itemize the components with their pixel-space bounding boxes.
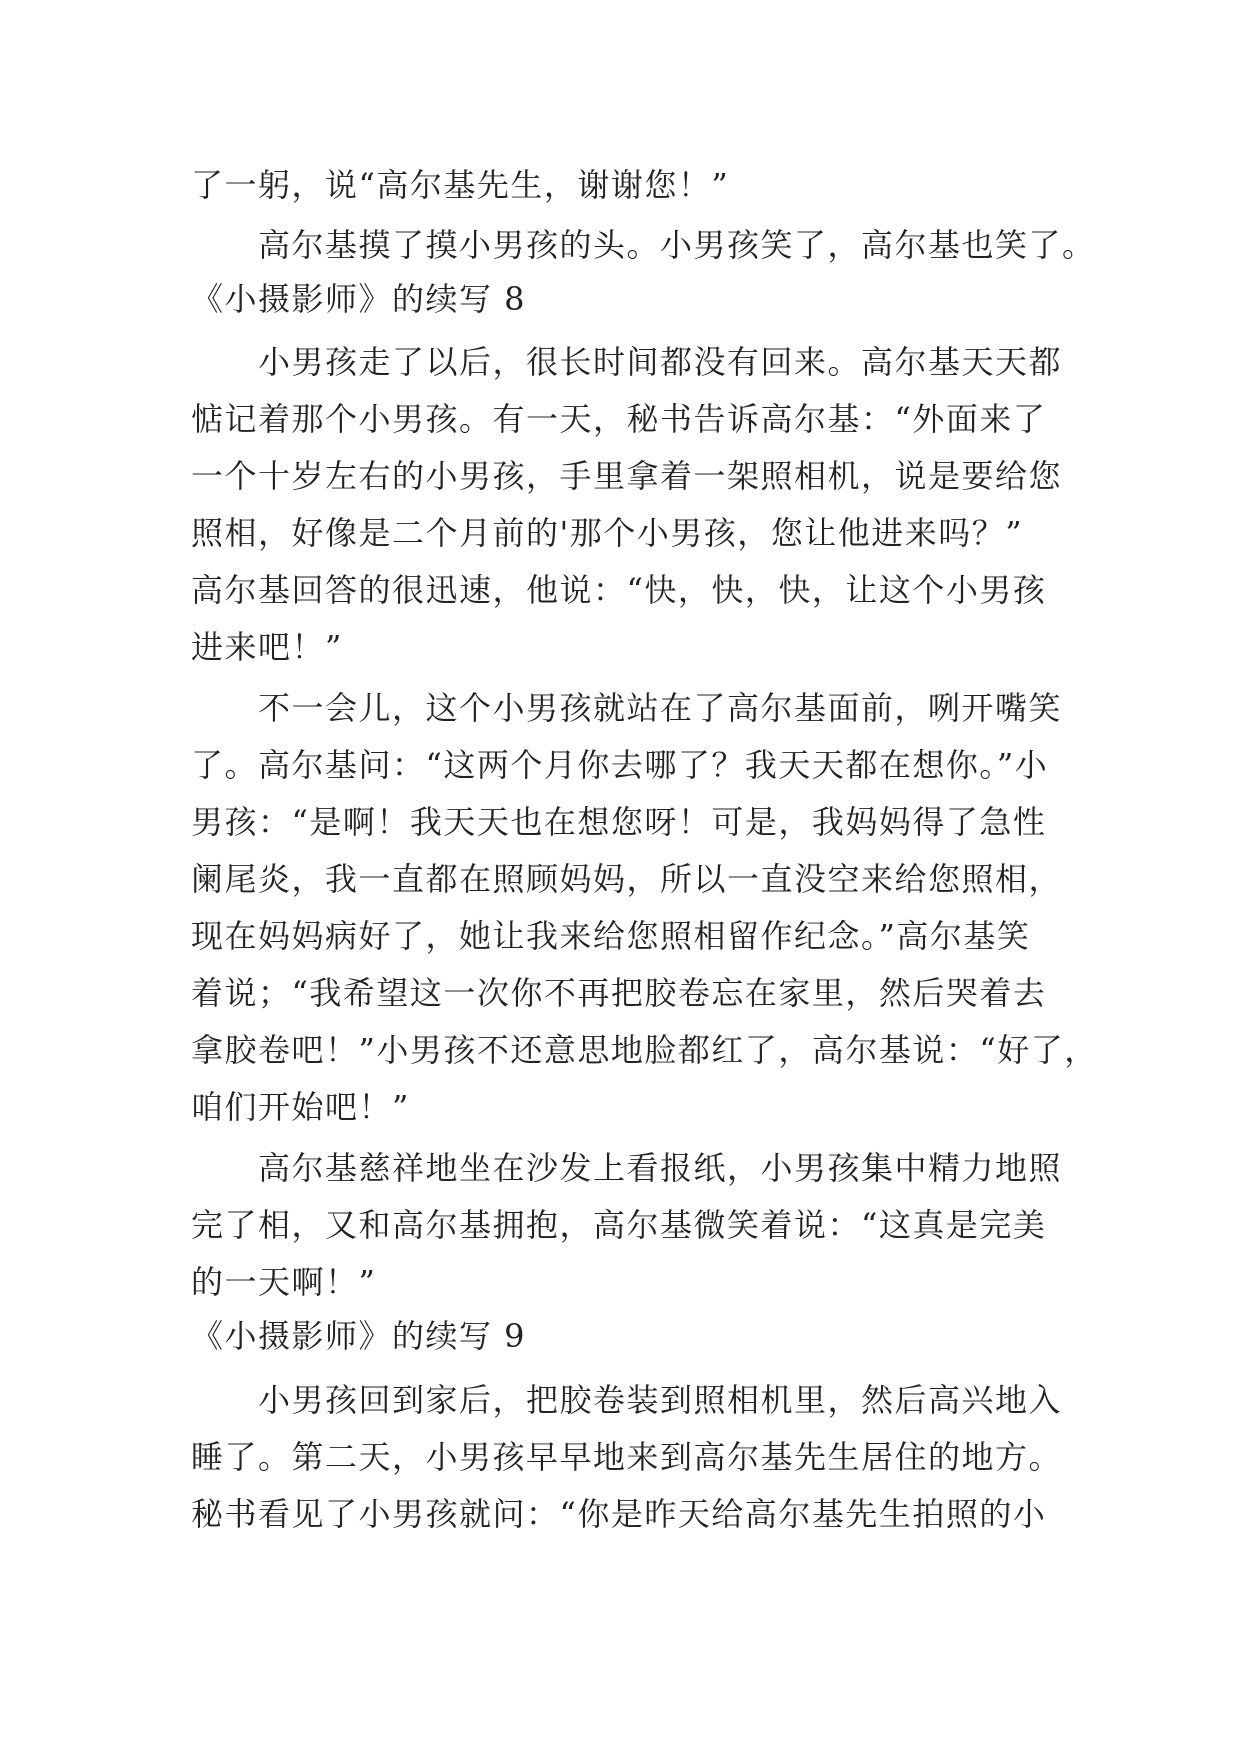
paragraph-line: 小男孩走了以后，很长时间都没有回来。高尔基天天都 xyxy=(258,343,1063,381)
paragraph-line: 高尔基摸了摸小男孩的头。小男孩笑了，高尔基也笑了。 xyxy=(258,226,1096,264)
paragraph-line: 一个十岁左右的小男孩，手里拿着一架照相机，说是要给您 xyxy=(191,457,1063,495)
paragraph-line: 阑尾炎，我一直都在照顾妈妈，所以一直没空来给您照相， xyxy=(191,860,1063,898)
paragraph-line: 高尔基回答的很迅速，他说：“快，快，快，让这个小男孩 xyxy=(191,571,1047,609)
paragraph-line: 睡了。第二天，小男孩早早地来到高尔基先生居住的地方。 xyxy=(191,1438,1063,1476)
paragraph-line: 进来吧！” xyxy=(191,628,343,666)
paragraph-line: 照相，好像是二个月前的'那个小男孩，您让他进来吗？” xyxy=(191,514,1024,552)
paragraph-line: 拿胶卷吧！”小男孩不还意思地脸都红了，高尔基说：“好了， xyxy=(191,1031,1098,1069)
paragraph-line: 惦记着那个小男孩。有一天，秘书告诉高尔基：“外面来了 xyxy=(191,400,1047,438)
paragraph-line: 高尔基慈祥地坐在沙发上看报纸，小男孩集中精力地照 xyxy=(258,1149,1063,1187)
paragraph-line: 了一躬，说“高尔基先生，谢谢您！” xyxy=(191,166,730,204)
paragraph-line: 了。高尔基问：“这两个月你去哪了？我天天都在想你。”小 xyxy=(191,746,1049,784)
paragraph-line: 完了相，又和高尔基拥抱，高尔基微笑着说：“这真是完美 xyxy=(191,1206,1047,1244)
paragraph-line: 不一会儿，这个小男孩就站在了高尔基面前，咧开嘴笑 xyxy=(258,689,1063,727)
paragraph-line: 着说；“我希望这一次你不再把胶卷忘在家里，然后哭着去 xyxy=(191,974,1047,1012)
paragraph-line: 的一天啊！” xyxy=(191,1263,377,1301)
section-heading: 《小摄影师》的续写 9 xyxy=(191,1317,527,1355)
section-heading: 《小摄影师》的续写 8 xyxy=(191,280,527,318)
paragraph-line: 男孩：“是啊！我天天也在想您呀！可是，我妈妈得了急性 xyxy=(191,803,1047,841)
paragraph-line: 小男孩回到家后，把胶卷装到照相机里，然后高兴地入 xyxy=(258,1381,1063,1419)
paragraph-line: 咱们开始吧！” xyxy=(191,1088,410,1126)
paragraph-line: 秘书看见了小男孩就问：“你是昨天给高尔基先生拍照的小 xyxy=(191,1495,1047,1533)
paragraph-line: 现在妈妈病好了，她让我来给您照相留作纪念。”高尔基笑 xyxy=(191,917,1031,955)
